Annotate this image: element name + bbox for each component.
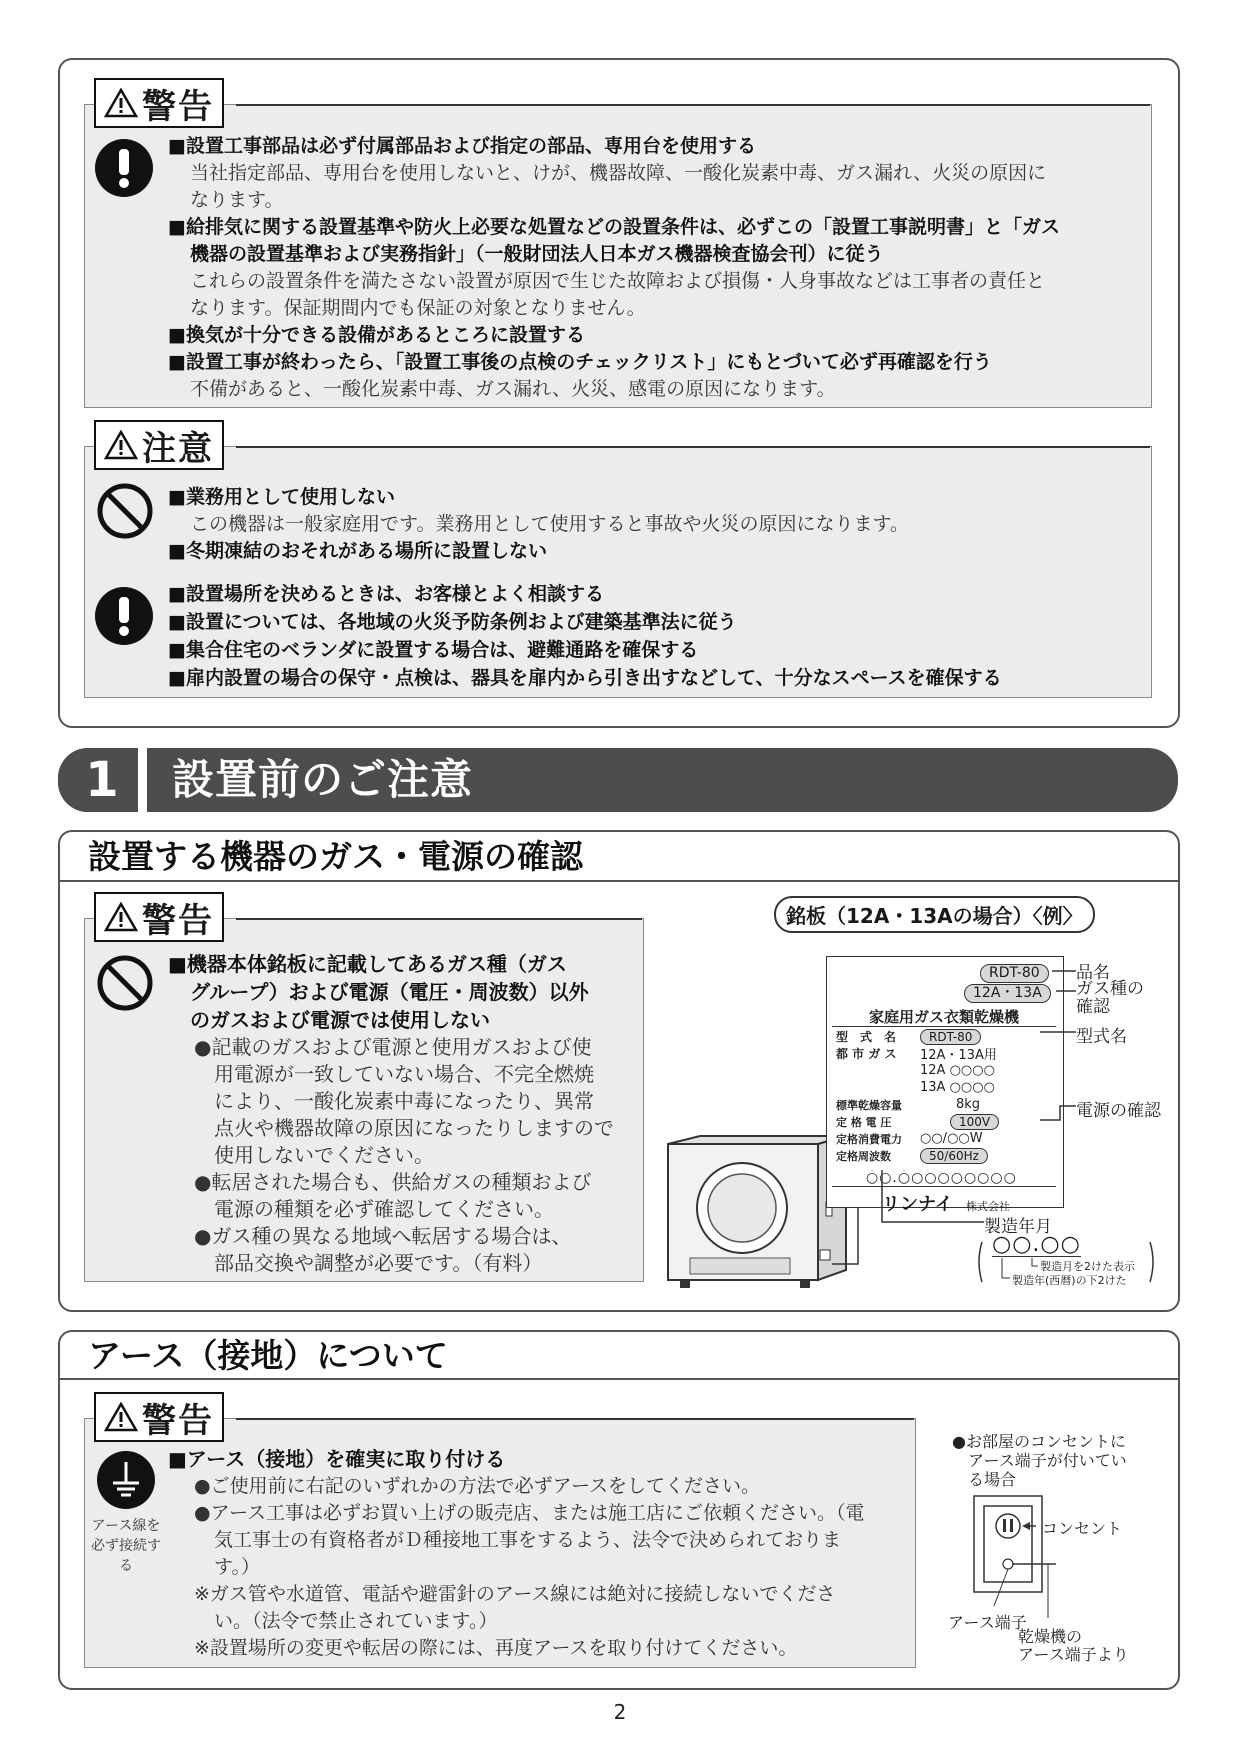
prohibited-icon — [96, 954, 154, 1012]
plate-row: 定格消費電力 ○○/○○W — [836, 1131, 983, 1146]
callout-gas-type: ガス種の — [1076, 979, 1144, 999]
plate-brand: リンナイ 株式会社 — [882, 1194, 1010, 1215]
page-number: 2 — [613, 1700, 627, 1724]
warning-triangle-icon — [104, 902, 138, 932]
date-leader — [878, 1170, 988, 1230]
plate-row: 定 格 電 圧 100V — [836, 1113, 1052, 1130]
caution-title: 注意 — [142, 428, 214, 469]
month-note: 製造月を2けた表示 — [1040, 1260, 1135, 1273]
dryer-terminal-label: 乾燥機の アース端子より — [1018, 1627, 1129, 1664]
warning-triangle-icon — [104, 1402, 138, 1432]
mandatory-icon — [94, 586, 154, 646]
gas-warning-tag: 警告 — [94, 892, 224, 942]
callout-model-name: 型式名 — [1076, 1027, 1127, 1047]
plate-row: 標準乾燥容量 8kg — [836, 1097, 981, 1112]
plate-row: 型 式 名 RDT-80 — [836, 1028, 1052, 1045]
caution-tag — [94, 420, 224, 470]
warning-title: 警告 — [142, 86, 214, 127]
callout-gas-type-confirm: 確認 — [1076, 997, 1110, 1017]
gas-warning-text: ■機器本体銘板に記載してあるガス種（ガス グループ）および電源（電圧・周波数）以外 のガスおよび電源では使用しない ●記載のガスおよび電源と使用ガスおよび使 用電源が一致していない場合、不完全燃焼 により、一酸化炭素中毒になったり、異常 点火や機器故障の原因になったりしますので 使用しないでください。 ●転居された場合も、供給ガスの種類および 電源の種類を必ず確認してください。 ●ガス種の異なる地域へ転居する場合は、 部品交換や調整が必要です。（有料） — [168, 952, 614, 1275]
callout-product-name: 品名 — [1076, 963, 1110, 983]
plate-row: 12A ○○○○ — [920, 1063, 995, 1078]
warning-list: ■設置工事部品は必ず付属部品および指定の部品、専用台を使用する 当社指定部品、専用台を使用しないと、けが、機器故障、一酸化炭素中毒、ガス漏れ、火災の原因に なります。 ■給排気に関する設置基準や防火上必要な処置などの設置条件は、必ずこの「設置工事説明書」と「ガス 機器の設置基準および実務指針」（一般財団法人日本ガス機器検査協会刊）に従う これらの設置条件を満たさない設置が原因で生じた故障および損傷・人身事故などは工事者の責任と なります。保証期間内でも保証の対象となりません。 ■換気が十分できる設備があるところに設置する ■設置工事が終わったら、「設置工事後の点検のチェックリスト」にもとづいて必ず再確認を行う 不備があると、一酸化炭素中毒、ガス漏れ、火災、感電の原因になります。 — [168, 135, 1060, 400]
outlet-label: コンセント — [1042, 1519, 1123, 1538]
callout-manufacture-date: 製造年月 — [984, 1217, 1052, 1237]
plate-row: 13A ○○○○ — [920, 1080, 995, 1095]
year-note: 製造年(西暦)の下2けた — [1012, 1274, 1127, 1287]
plate-caption: 銘板（12A・13Aの場合）〈例〉 — [774, 896, 1095, 933]
outlet-diagram — [966, 1492, 1166, 1622]
callout-power-confirm: 電源の確認 — [1076, 1101, 1161, 1121]
warning-triangle-icon — [104, 430, 138, 460]
caution-prohibit-list: ■業務用として使用しない この機器は一般家庭用です。業務用として使用すると事故や火災の原因になります。 ■冬期凍結のおそれがある場所に設置しない — [168, 486, 909, 562]
plate-serial: ○○.○○○○○○○○○ — [866, 1170, 1017, 1186]
plate-row: 都 市 ガ ス 12A・13A用 — [836, 1047, 997, 1063]
earth-title: アース（接地）について — [88, 1336, 448, 1375]
date-code: ○○.○○ — [992, 1232, 1081, 1257]
mandatory-icon — [94, 138, 154, 198]
warning-triangle-icon — [104, 88, 138, 118]
warning-tag — [94, 78, 224, 128]
earth-terminal-label: アース端子 — [948, 1613, 1027, 1632]
outlet-note: ●お部屋のコンセントに アース端子が付いてい る場合 — [952, 1432, 1127, 1489]
section-number: 1 — [85, 752, 119, 808]
plate-rows — [836, 1028, 1052, 1164]
prohibited-icon — [96, 482, 154, 540]
section-title: 設置前のご注意 — [172, 755, 474, 804]
plate-row: 定格周波数 50/60Hz — [836, 1147, 1052, 1164]
earth-warning-text: ■アース（接地）を確実に取り付ける ●ご使用前に右記のいずれかの方法で必ずアースをしてください。 ●アース工事は必ずお買い上げの販売店、または施工店にご依頼ください。（電 気工事士の有資格者がＤ種接地工事をするよう、法令で決められておりま す。） ※ガス管や水道管、電話や避雷針のアース線には絶対に接続しないでくださ い。（法令で禁止されています。） ※設置場所の変更や転居の際には、再度アースを取り付けてください。 — [168, 1447, 865, 1659]
plate-heading: 家庭用ガス衣類乾燥機 — [868, 1008, 1019, 1026]
gas-power-title: 設置する機器のガス・電源の確認 — [88, 837, 583, 876]
ground-icon — [96, 1450, 156, 1510]
plate-gas-pill: 12A・13A — [964, 982, 1051, 1003]
ground-icon-caption: アース線を 必ず接続する — [91, 1518, 161, 1574]
earth-warning-tag: 警告 — [94, 1392, 224, 1442]
caution-mandatory-list: ■設置場所を決めるときは、お客様とよく相談する ■設置については、各地域の火災予防条例および建築基準法に従う ■集合住宅のベランダに設置する場合は、避難通路を確保する ■扉内設置の場合の保守・点検は、器具を扉内から引き出すなどして、十分なスペースを確保する — [168, 583, 1002, 689]
plate-model-pill: RDT-80 — [980, 962, 1049, 983]
